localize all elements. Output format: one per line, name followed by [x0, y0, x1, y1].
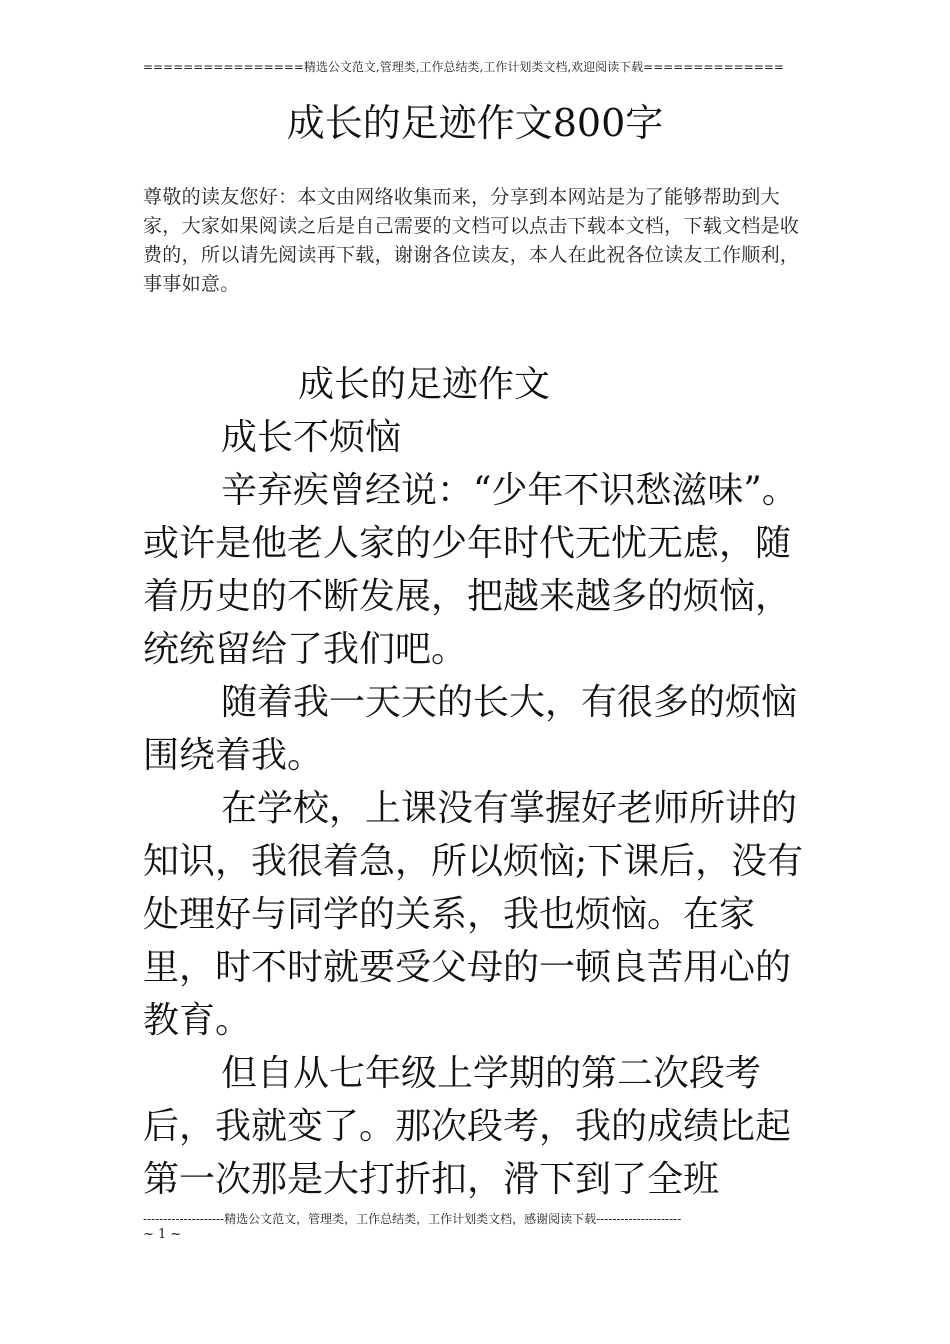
footer-banner: --------------------精选公文范文，管理类，工作总结类，工作计划类文档，感谢阅读下载---------------------: [143, 1212, 682, 1226]
essay-subtitle: 成长不烦恼: [221, 417, 402, 458]
essay-paragraph: 随着我一天天的长大，有很多的烦恼围绕着我。: [143, 682, 798, 776]
essay-body: [143, 358, 811, 1206]
essay-title: 成长的足迹作文: [298, 364, 551, 405]
essay-paragraph: 在学校，上课没有掌握好老师所讲的知识，我很着急，所以烦恼;下课后，没有处理好与同学的关系，我也烦恼。在家里，时不时就要受父母的一顿良苦用心的教育。: [143, 788, 804, 1041]
page-number: ~ 1 ~: [143, 1227, 182, 1242]
essay-paragraph: 但自从七年级上学期的第二次段考后，我就变了。那次段考，我的成绩比起第一次那是大打折扣，滑下到了全班: [143, 1053, 792, 1200]
header-banner: ================精选公文范文,管理类,工作总结类,工作计划类文档,欢迎阅读下载==============: [143, 60, 784, 74]
reader-notice: 尊敬的读友您好：本文由网络收集而来，分享到本网站是为了能够帮助到大家，大家如果阅读之后是自己需要的文档可以点击下载本文档，下载文档是收费的，所以请先阅读再下载，谢谢各位读友，本人在此祝各位读友工作顺利，事事如意。: [143, 186, 800, 295]
document-title: 成长的足迹作文800字: [286, 101, 664, 145]
essay-paragraph: 辛弃疾曾经说：“少年不识愁滋味”。或许是他老人家的少年时代无忧无虑，随着历史的不断发展，把越来越多的烦恼，统统留给了我们吧。: [143, 470, 798, 670]
